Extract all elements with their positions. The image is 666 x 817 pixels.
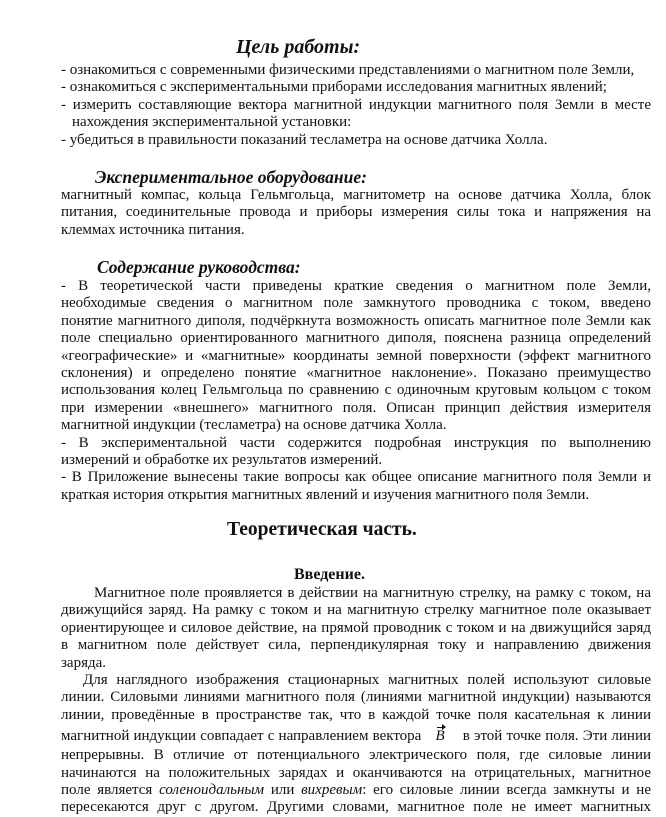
term-solenoidal: соленоидальным [159,782,265,799]
goal-item: - ознакомиться с экспериментальными приборами исследования магнитных явлений; [61,79,607,96]
text-line: линии, проведённые в пространстве так, что в каждой точке поля касательная к линии [61,706,651,723]
text-line: измерений и обработке их результатов измерений. [61,452,383,469]
text-line: Магнитное поле проявляется в действии на магнитную стрелку, на рамку с током, на [94,585,651,601]
text-line: «географические» и «магнитные» координаты земной поверхности (эффект магнитного [61,347,651,364]
text-line: при измерении «внешнего» магнитного поля. Описан принцип действия измерителя [61,399,651,416]
text-line: клеммах источника питания. [61,221,245,238]
text-line: краткая история открытия магнитных явлений и изучения магнитного поля Земли. [61,486,590,503]
text-line: необходимые сведения о магнитном поле замкнутого проводника с током, введено [61,295,651,312]
text-line: магнитной индукции (тесламетра) на основе датчика Холла. [61,417,447,434]
text-line: движущийся заряд. На рамку с током и на магнитную стрелку магнитное поле оказывает [61,602,651,619]
goal-title: Цель работы: [236,36,361,58]
text-line: - В теоретической части приведены краткие сведения о магнитном поле Земли, [61,278,651,294]
goal-list [61,62,651,149]
text-span: магнитной индукции совпадает с направлением вектора [61,728,422,745]
text-line: непрерывны. В отличие от потенциального электрического поля, где силовые линии [61,747,651,764]
text-line: магнитный компас, кольца Гельмгольца, магнитометр на основе датчика Холла, блок [61,187,651,203]
goal-item: - убедиться в правильности показаний тесламетра на основе датчика Холла. [61,131,548,148]
text-line: склонения) и определено понятие «магнитное наклонение». Показано преимущество [61,365,651,382]
text-line: заряда. [61,654,107,671]
contents-text [61,278,651,504]
text-span: : его силовые линии всегда замкнуты и не [362,782,651,799]
text-line: поле специально ориентированного магнитного диполя, пояснена разница определений [61,330,651,347]
text-line: понятие магнитного диполя, подчёркнута возможность описать магнитное поле Земли как [61,312,651,329]
intro-paragraph-2 [61,672,651,817]
theory-title: Теоретическая часть. [227,519,417,540]
text-line-italic [61,782,651,799]
intro-paragraph-1 [61,585,651,672]
text-line: ориентирующее и силовое действие, на прямой проводник с током и на движущийся заряд [61,619,651,636]
text-span: или [270,782,295,799]
text-span: поле является [61,782,153,799]
goal-item: - ознакомиться с современными физическими представлениями о магнитном поле Земли, [61,62,635,78]
text-line: в магнитном поле действует сила, перпендикулярная току и направлению движения [61,637,651,654]
contents-title: Содержание руководства: [97,257,301,277]
text-line: пересекаются друг с другом. Другими словами, магнитное поле не имеет магнитных [61,799,651,816]
text-line-vector [61,724,651,747]
text-line: - В Приложение вынесены такие вопросы как общее описание магнитного поля Земли и [61,469,651,486]
text-line: линии. Силовыми линиями магнитного поля (линиями магнитной индукции) называются [61,689,651,706]
goal-item-cont: нахождения экспериментальной установки: [72,114,352,131]
text-line: использования колец Гельмгольца по сравнению с одиночным круговым кольцом с током [61,382,651,399]
vector-b-symbol: B [435,726,444,747]
equipment-title: Экспериментальное оборудование: [95,167,367,187]
text-line: Для наглядного изображения стационарных магнитных полей используют силовые [83,672,651,688]
term-vortex: вихревым [301,782,363,799]
text-line: питания, соединительные провода и приборы измерения силы тока и напряжения на [61,204,651,221]
text-span: в этой точке поля. Эти линии [462,728,652,745]
text-line: начинаются на положительных зарядах и оканчиваются на отрицательных, магнитное [61,764,651,781]
text-line: - В экспериментальной части содержится подробная инструкция по выполнению [61,434,651,451]
equipment-text [61,187,651,239]
intro-title: Введение. [294,566,365,583]
goal-item: - измерить составляющие вектора магнитной индукции магнитного поля Земли в месте [61,96,651,113]
